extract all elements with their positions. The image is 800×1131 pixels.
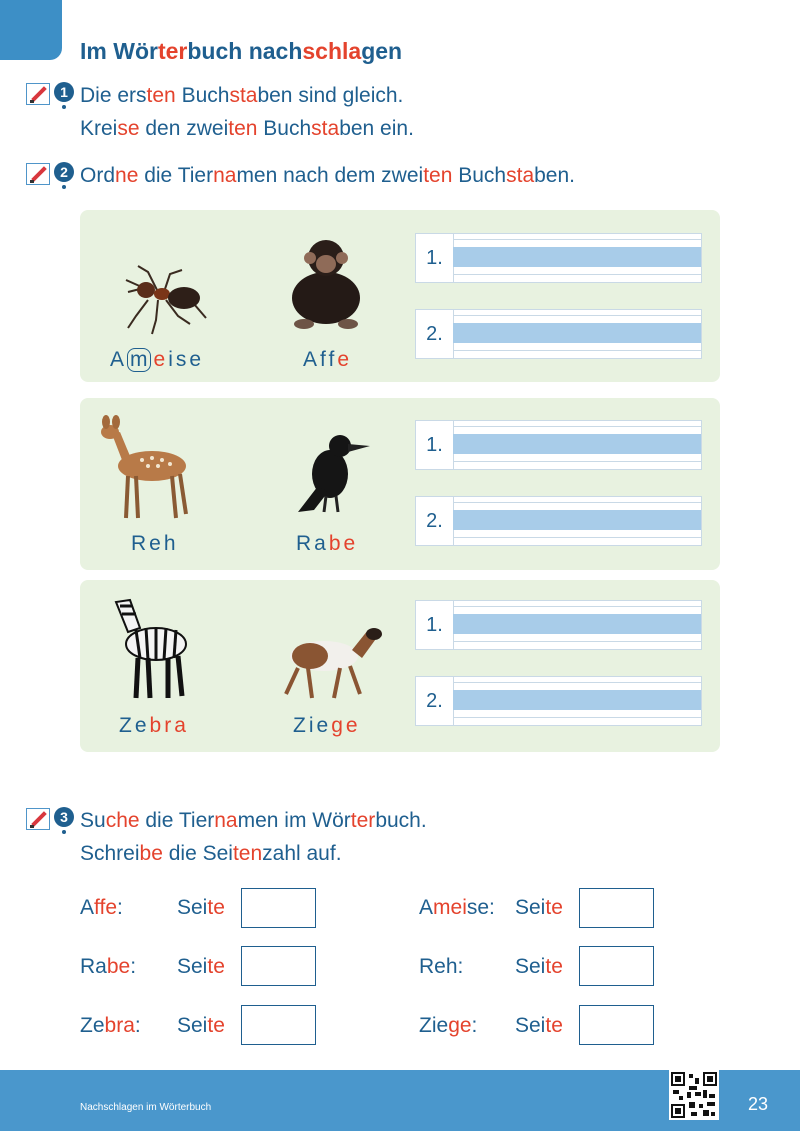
writing-line (453, 426, 701, 427)
task-3-line-2: Schreibe die Seitenzahl auf. (80, 842, 342, 865)
seite-label: Seite (515, 896, 563, 919)
pencil-icon (26, 163, 50, 185)
task-number-badge: 3 (54, 807, 74, 827)
seite-label: Seite (177, 896, 225, 919)
animal-label-reh: Reh (131, 532, 179, 555)
pencil-icon (26, 808, 50, 830)
animal-label-ameise: A m eise (110, 348, 205, 371)
dot-icon (62, 105, 66, 109)
answer-number: 1. (416, 421, 454, 469)
sorting-panel-1 (80, 210, 720, 382)
answer-number: 2. (416, 310, 454, 358)
answer-field-1[interactable] (415, 600, 702, 650)
seite-label: Seite (515, 1014, 563, 1037)
task-1-icons (26, 83, 78, 109)
answer-field-1[interactable] (415, 233, 702, 283)
seite-label: Seite (177, 1014, 225, 1037)
writing-band (453, 247, 701, 267)
task-3-instruction (80, 804, 427, 870)
writing-line (453, 717, 701, 718)
task-number-badge: 1 (54, 82, 74, 102)
writing-line (453, 502, 701, 503)
task-3-line-1: Suche die Tiernamen im Wörterbuch. (80, 809, 427, 832)
footer-title: Nachschlagen im Wörterbuch (80, 1102, 212, 1113)
writing-band (453, 510, 701, 530)
qr-code-icon[interactable] (669, 1070, 719, 1120)
zebra-image (106, 592, 196, 704)
animal-name-reh: Reh: (419, 955, 464, 978)
sorting-panel-2 (80, 398, 720, 570)
animal-name-zebra: Zebra: (80, 1014, 141, 1037)
page-number: 23 (748, 1094, 769, 1114)
task-1-instruction (80, 79, 414, 145)
answer-field-1[interactable] (415, 420, 702, 470)
task-2-instruction: Ordne die Tiernamen nach dem zweiten Buchstaben. (80, 164, 575, 187)
animal-name-rabe: Rabe: (80, 955, 137, 978)
ant-image (108, 258, 218, 338)
chimpanzee-image (276, 236, 376, 332)
animal-label-rabe: Rabe (296, 532, 359, 555)
writing-line (453, 350, 701, 351)
answer-number: 1. (416, 601, 454, 649)
writing-line (453, 461, 701, 462)
footer (0, 1070, 800, 1131)
task-1-line-2: Kreise den zweiten Buchstaben ein. (80, 117, 414, 140)
writing-line (453, 606, 701, 607)
corner-tab (0, 0, 62, 60)
goat-image (270, 620, 386, 704)
answer-number: 2. (416, 677, 454, 725)
task-1-line-1: Die ersten Buchstaben sind gleich. (80, 84, 404, 107)
sorting-panel-3 (80, 580, 720, 752)
writing-band (453, 614, 701, 634)
page-number-input-ameise[interactable] (579, 888, 654, 928)
pencil-icon (26, 83, 50, 105)
deer-image (92, 414, 204, 526)
animal-name-ziege: Ziege: (419, 1014, 478, 1037)
answer-number: 2. (416, 497, 454, 545)
page-number-input-zebra[interactable] (241, 1005, 316, 1045)
writing-band (453, 690, 701, 710)
seite-label: Seite (515, 955, 563, 978)
writing-line (453, 537, 701, 538)
dot-icon (62, 830, 66, 834)
answer-field-2[interactable] (415, 676, 702, 726)
writing-line (453, 315, 701, 316)
page-number-input-rabe[interactable] (241, 946, 316, 986)
page-number-input-ziege[interactable] (579, 1005, 654, 1045)
animal-name-affe: Affe: (80, 896, 123, 919)
dot-icon (62, 185, 66, 189)
task-3-icons (26, 808, 78, 834)
animal-label-affe: Affe (303, 348, 353, 371)
page-title: Im Wörterbuch nachschlagen (80, 38, 403, 64)
animal-name-ameise: Ameise: (419, 896, 495, 919)
circled-letter: m (127, 348, 151, 372)
task-number-badge: 2 (54, 162, 74, 182)
answer-field-2[interactable] (415, 309, 702, 359)
writing-line (453, 641, 701, 642)
raven-image (288, 426, 376, 516)
writing-line (453, 239, 701, 240)
animal-label-zebra: Zebra (119, 714, 189, 737)
seite-label: Seite (177, 955, 225, 978)
task-2-icons (26, 163, 78, 189)
answer-number: 1. (416, 234, 454, 282)
animal-label-ziege: Ziege (293, 714, 361, 737)
answer-field-2[interactable] (415, 496, 702, 546)
page-number-input-affe[interactable] (241, 888, 316, 928)
writing-line (453, 274, 701, 275)
writing-band (453, 323, 701, 343)
page-number-input-reh[interactable] (579, 946, 654, 986)
writing-line (453, 682, 701, 683)
writing-band (453, 434, 701, 454)
